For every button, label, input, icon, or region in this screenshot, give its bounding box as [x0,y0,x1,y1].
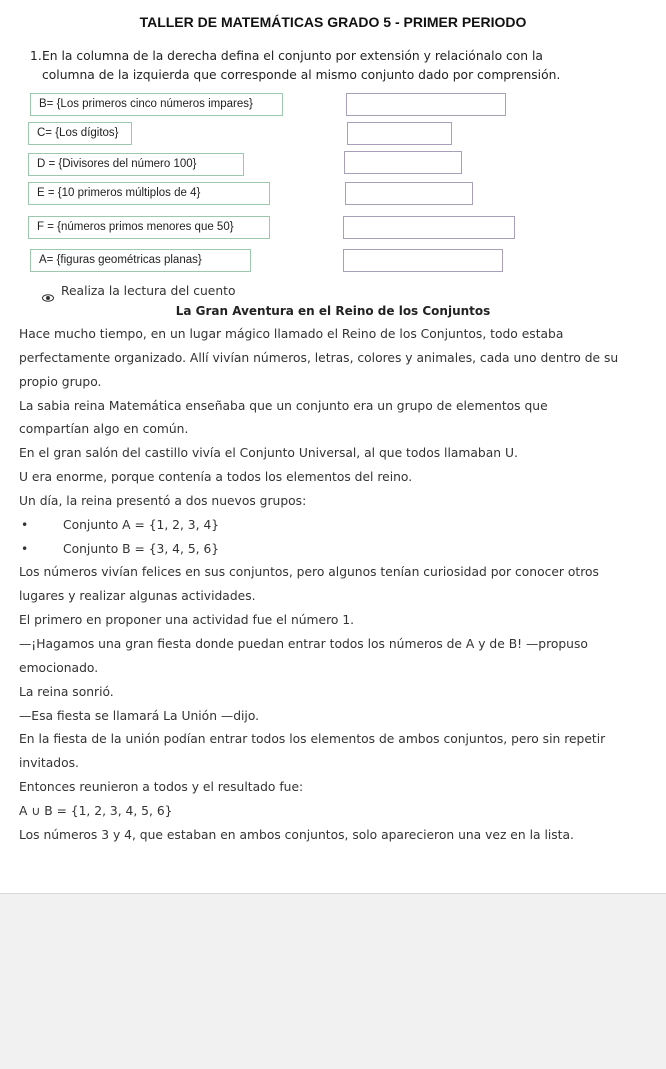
story-line: —¡Hagamos una gran fiesta donde puedan entrar todos los números de A y de B! —propuso [19,636,588,651]
story-line: El primero en proponer una actividad fue el número 1. [19,613,355,628]
story-body [19,323,659,848]
set-definition-f: F = {números primos menores que 50} [28,216,270,239]
set-definition-e: E = {10 primeros múltiplos de 4} [28,182,270,205]
set-definition-a: A= {figuras geométricas planas} [30,249,251,272]
bullet-icon: • [21,517,29,532]
story-line: lugares y realizar algunas actividades. [19,589,256,604]
story-line: invitados. [19,756,79,771]
page-title: TALLER DE MATEMÁTICAS GRADO 5 - PRIMER PERIODO [139,14,527,30]
answer-box-a[interactable] [343,249,503,272]
answer-box-f[interactable] [343,216,515,239]
story-line: En la fiesta de la unión podían entrar todos los elementos de ambos conjuntos, pero sin repetir [19,732,606,747]
set-definition-c: C= {Los dígitos} [28,122,132,145]
question-number: 1. [30,49,42,63]
instruction-line-1: En la columna de la derecha defina el conjunto por extensión y relaciónalo con la [42,49,543,63]
story-line: compartían algo en común. [19,422,189,437]
bullet-item [19,538,659,562]
blank-page-area [0,893,666,1069]
bullet-icon: • [21,541,29,556]
bullet-text: Conjunto B = {3, 4, 5, 6} [63,541,220,556]
story-line: —Esa fiesta se llamará La Unión —dijo. [19,708,260,723]
answer-box-b[interactable] [346,93,506,116]
reading-prompt: Realiza la lectura del cuento [61,284,236,298]
story-line: Un día, la reina presentó a dos nuevos grupos: [19,493,307,508]
story-line: U era enorme, porque contenía a todos los elementos del reino. [19,470,413,485]
story-line: propio grupo. [19,374,102,389]
set-definition-b: B= {Los primeros cinco números impares} [30,93,283,116]
answer-box-c[interactable] [347,122,452,145]
story-line: perfectamente organizado. Allí vivían números, letras, colores y animales, cada uno dentro de su [19,350,619,365]
story-line: Entonces reunieron a todos y el resultado fue: [19,780,304,795]
story-line: La reina sonrió. [19,684,114,699]
answer-box-d[interactable] [344,151,462,174]
story-title: La Gran Aventura en el Reino de los Conjuntos [175,304,491,318]
story-line: Los números 3 y 4, que estaban en ambos conjuntos, solo aparecieron una vez en la lista. [19,827,574,842]
eye-bullet-icon [42,287,54,295]
story-line: En el gran salón del castillo vivía el Conjunto Universal, al que todos llamaban U. [19,446,518,461]
story-line: A ∪ B = {1, 2, 3, 4, 5, 6} [19,803,173,818]
story-line: Los números vivían felices en sus conjuntos, pero algunos tenían curiosidad por conocer otros [19,565,599,580]
story-line: Hace mucho tiempo, en un lugar mágico llamado el Reino de los Conjuntos, todo estaba [19,327,564,341]
bullet-item [19,514,659,538]
story-line: emocionado. [19,660,99,675]
answer-box-e[interactable] [345,182,473,205]
story-line: La sabia reina Matemática enseñaba que un conjunto era un grupo de elementos que [19,398,548,413]
bullet-text: Conjunto A = {1, 2, 3, 4} [63,517,220,532]
instruction-line-2: columna de la izquierda que corresponde al mismo conjunto dado por comprensión. [42,68,561,82]
set-definition-d: D = {Divisores del número 100} [28,153,244,176]
